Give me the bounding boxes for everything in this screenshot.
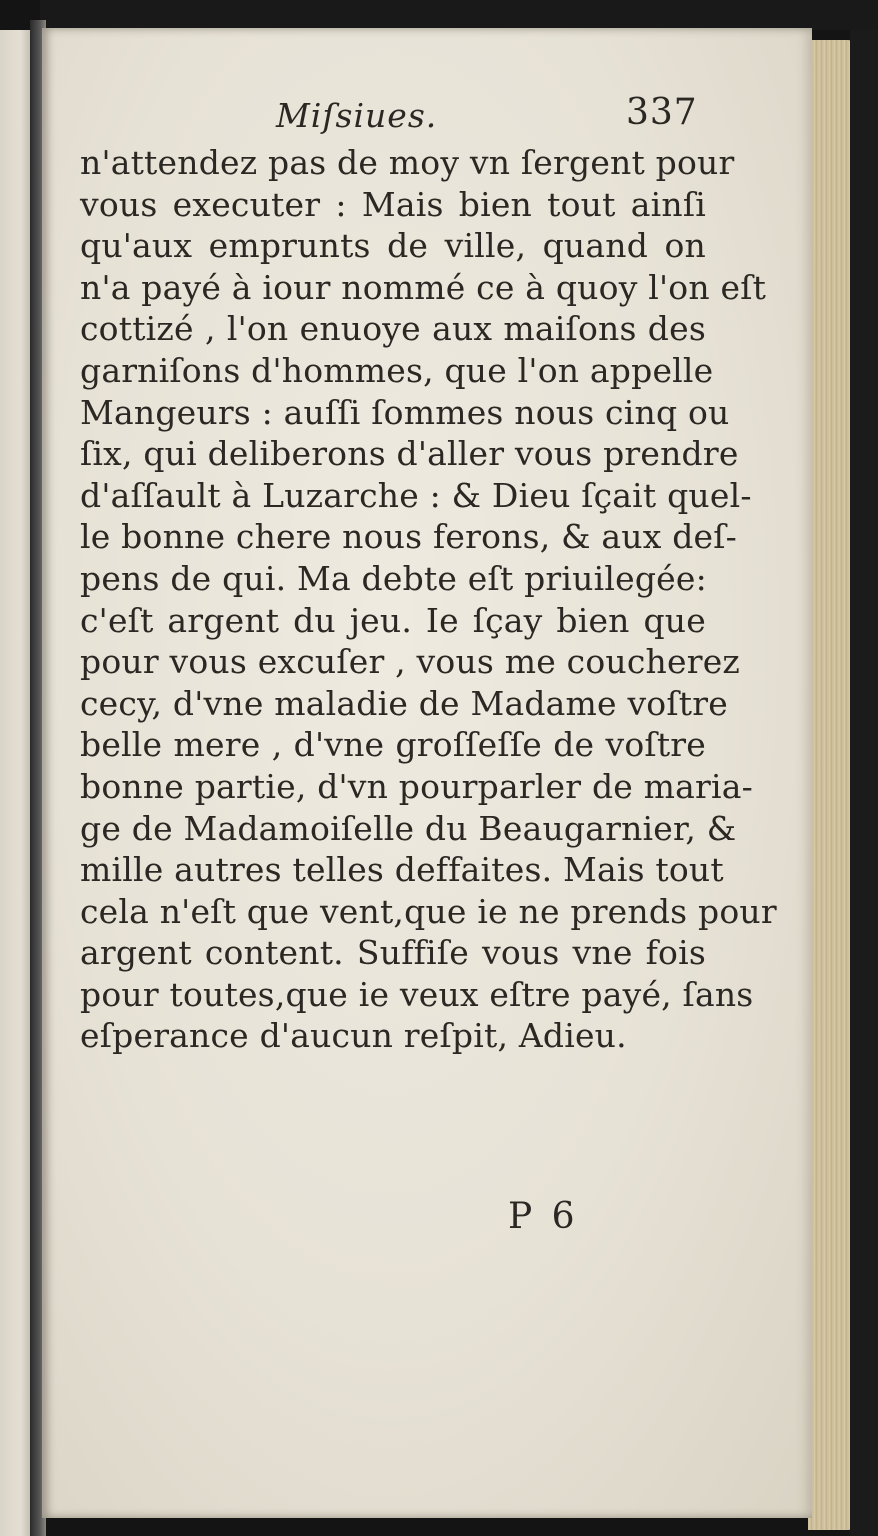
text-line: Mangeurs : auſſi ſommes nous cinq ou <box>80 392 730 432</box>
running-head-title: Miſsiues. <box>276 96 438 135</box>
page-number: 337 <box>626 92 698 133</box>
text-line: garniſons d'hommes, que l'on appelle <box>80 350 714 390</box>
text-line: le bonne chere nous ferons, & aux deſ- <box>80 517 738 557</box>
body-text <box>80 142 777 1057</box>
text-line: n'attendez pas de moy vn ſergent pour <box>80 143 735 182</box>
text-line: bonne partie, d'vn pourparler de maria- <box>80 766 754 806</box>
text-line: pour toutes,que ie veux eſtre payé, ſans <box>80 974 754 1014</box>
text-line: eſperance d'aucun reſpit, Adieu. <box>80 1016 627 1056</box>
text-line: belle mere , d'vne groſſeſſe de voſtre <box>80 725 706 765</box>
text-line: d'aſſault à Luzarche : & Dieu ſçait quel- <box>80 475 752 515</box>
running-head <box>80 92 720 142</box>
text-line: c'eſt argent du jeu. Ie ſçay bien que <box>80 600 706 640</box>
text-line: ſix, qui deliberons d'aller vous prendre <box>80 434 739 474</box>
text-line: cottizé , l'on enuoye aux maiſons des <box>80 309 706 349</box>
text-line: cecy, d'vne maladie de Madame voſtre <box>80 683 728 723</box>
page-stack-edges <box>808 40 854 1530</box>
text-line: pour vous excuſer , vous me coucherez <box>80 642 741 682</box>
text-line: argent content. Suffiſe vous vne fois <box>80 933 706 973</box>
text-line: qu'aux emprunts de ville, quand on <box>80 226 706 266</box>
text-line: mille autres telles deffaites. Mais tout <box>80 850 724 890</box>
text-line: cela n'eſt que vent,que ie ne prends pour <box>80 891 777 931</box>
text-line: n'a payé à iour nommé ce à quoy l'on eſt <box>80 267 767 307</box>
page-text-block <box>80 92 777 1057</box>
cover-top-edge <box>40 0 878 30</box>
signature-mark: P 6 <box>508 1196 579 1237</box>
facing-page-edge <box>0 30 34 1536</box>
cover-right-edge <box>850 30 878 1536</box>
text-line: ge de Madamoiſelle du Beaugarnier, & <box>80 808 737 848</box>
text-line: pens de qui. Ma debte eſt priuilegée: <box>80 558 707 598</box>
text-line: vous executer : Mais bien tout ainſi <box>80 184 706 224</box>
